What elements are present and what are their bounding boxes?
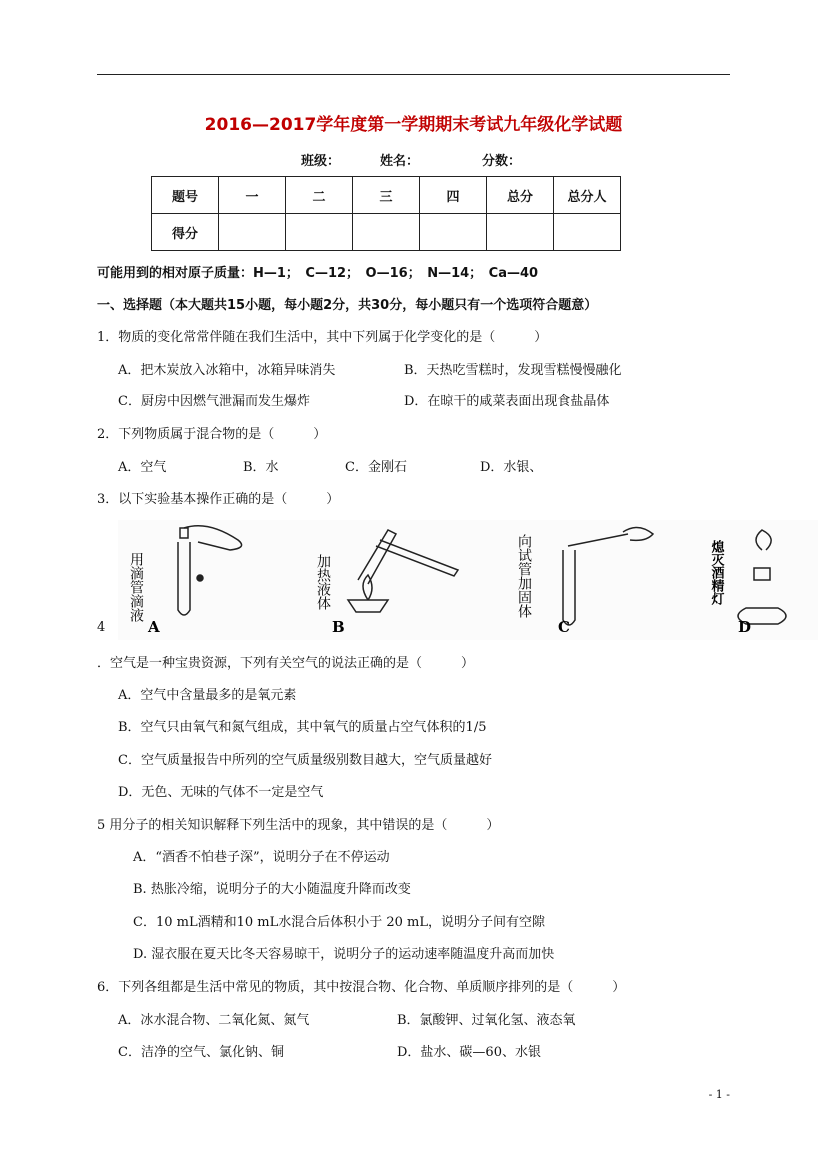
score-cell[interactable] bbox=[219, 214, 286, 251]
score-cell[interactable] bbox=[286, 214, 353, 251]
figure-c-caption: 向试管加固体 bbox=[516, 534, 532, 618]
figure-c-letter: C bbox=[558, 618, 570, 636]
question-6-option-d: D．盐水、碳—60、水银 bbox=[397, 1045, 541, 1060]
figure-a-caption: 用滴管滴液 bbox=[128, 552, 144, 622]
top-rule bbox=[97, 74, 730, 75]
question-2-option-c: C．金刚石 bbox=[345, 460, 407, 475]
question-1-option-a: A．把木炭放入冰箱中，冰箱异味消失 bbox=[118, 363, 336, 378]
question-2-option-a: A．空气 bbox=[118, 460, 167, 475]
table-cell: 四 bbox=[420, 177, 487, 214]
score-cell[interactable] bbox=[554, 214, 621, 251]
figure-b-caption: 加热液体 bbox=[315, 554, 331, 610]
question-1-option-d: D．在晾干的咸菜表面出现食盐晶体 bbox=[404, 394, 610, 409]
figure-a-letter: A bbox=[148, 618, 160, 636]
question-2-option-d: D．水银、 bbox=[480, 460, 543, 475]
table-cell: 题号 bbox=[152, 177, 219, 214]
question-6-option-b: B．氯酸钾、过氧化氢、液态氧 bbox=[397, 1013, 576, 1028]
question-4-number: 4 bbox=[97, 620, 106, 635]
question-2-option-b: B．水 bbox=[243, 460, 279, 475]
question-1-stem: 1．物质的变化常常伴随在我们生活中，其中下列属于化学变化的是（ ） bbox=[97, 330, 548, 345]
question-4-option-d: D．无色、无味的气体不一定是空气 bbox=[118, 785, 324, 800]
question-4-option-a: A．空气中含量最多的是氧元素 bbox=[118, 688, 297, 703]
question-2-stem: 2．下列物质属于混合物的是（ ） bbox=[97, 427, 327, 442]
score-label: 分数： bbox=[482, 154, 522, 169]
section-heading: 一、选择题（本大题共15小题，每小题2分，共30分，每小题只有一个选项符合题意） bbox=[97, 298, 598, 313]
question-3-stem: 3．以下实验基本操作正确的是（ ） bbox=[97, 492, 340, 507]
question-4-stem: ．空气是一种宝贵资源，下列有关空气的说法正确的是（ ） bbox=[97, 656, 475, 671]
table-row bbox=[152, 177, 621, 214]
question-1-option-b: B．天热吃雪糕时，发现雪糕慢慢融化 bbox=[404, 363, 622, 378]
table-cell: 总分 bbox=[487, 177, 554, 214]
question-5-option-b: B. 热胀冷缩，说明分子的大小随温度升降而改变 bbox=[133, 882, 411, 897]
score-cell[interactable] bbox=[487, 214, 554, 251]
exam-title: 2016—2017学年度第一学期期末考试九年级化学试题 bbox=[204, 115, 623, 135]
question-5-stem: 5 用分子的相关知识解释下列生活中的现象，其中错误的是（ ） bbox=[97, 818, 500, 833]
question-5-option-d: D. 湿衣服在夏天比冬天容易晾干，说明分子的运动速率随温度升高而加快 bbox=[133, 947, 555, 962]
atomic-masses: 可能用到的相对原子质量：H—1； C—12； O—16； N—14； Ca—40 bbox=[97, 266, 539, 281]
question-1-option-c: C．厨房中因燃气泄漏而发生爆炸 bbox=[118, 394, 310, 409]
table-cell: 总分人 bbox=[554, 177, 621, 214]
question-5-option-a: A．“酒香不怕巷子深”，说明分子在不停运动 bbox=[133, 850, 390, 865]
table-row bbox=[152, 214, 621, 251]
figure-d-letter: D bbox=[738, 618, 752, 636]
score-cell[interactable] bbox=[420, 214, 487, 251]
score-table bbox=[151, 176, 621, 251]
question-6-stem: 6．下列各组都是生活中常见的物质，其中按混合物、化合物、单质顺序排列的是（ ） bbox=[97, 980, 626, 995]
table-cell: 得分 bbox=[152, 214, 219, 251]
question-4-option-c: C．空气质量报告中所列的空气质量级别数目越大，空气质量越好 bbox=[118, 753, 492, 768]
table-cell: 二 bbox=[286, 177, 353, 214]
question-6-option-a: A．冰水混合物、二氧化氮、氮气 bbox=[118, 1013, 310, 1028]
table-cell: 三 bbox=[353, 177, 420, 214]
question-4-option-b: B．空气只由氧气和氮气组成，其中氧气的质量占空气体积的1/5 bbox=[118, 720, 487, 735]
lab-operations-figure bbox=[118, 520, 818, 640]
page-number: - 1 - bbox=[708, 1088, 730, 1101]
figure-d-caption: 熄灭酒精灯 bbox=[708, 540, 724, 605]
question-6-option-c: C．洁净的空气、氯化钠、铜 bbox=[118, 1045, 284, 1060]
name-label: 姓名： bbox=[380, 154, 420, 169]
figure-b-letter: B bbox=[332, 618, 345, 636]
table-cell: 一 bbox=[219, 177, 286, 214]
question-5-option-c: C．10 mL酒精和10 mL水混合后体积小于 20 mL，说明分子间有空隙 bbox=[133, 915, 545, 930]
score-cell[interactable] bbox=[353, 214, 420, 251]
class-label: 班级： bbox=[301, 154, 341, 169]
